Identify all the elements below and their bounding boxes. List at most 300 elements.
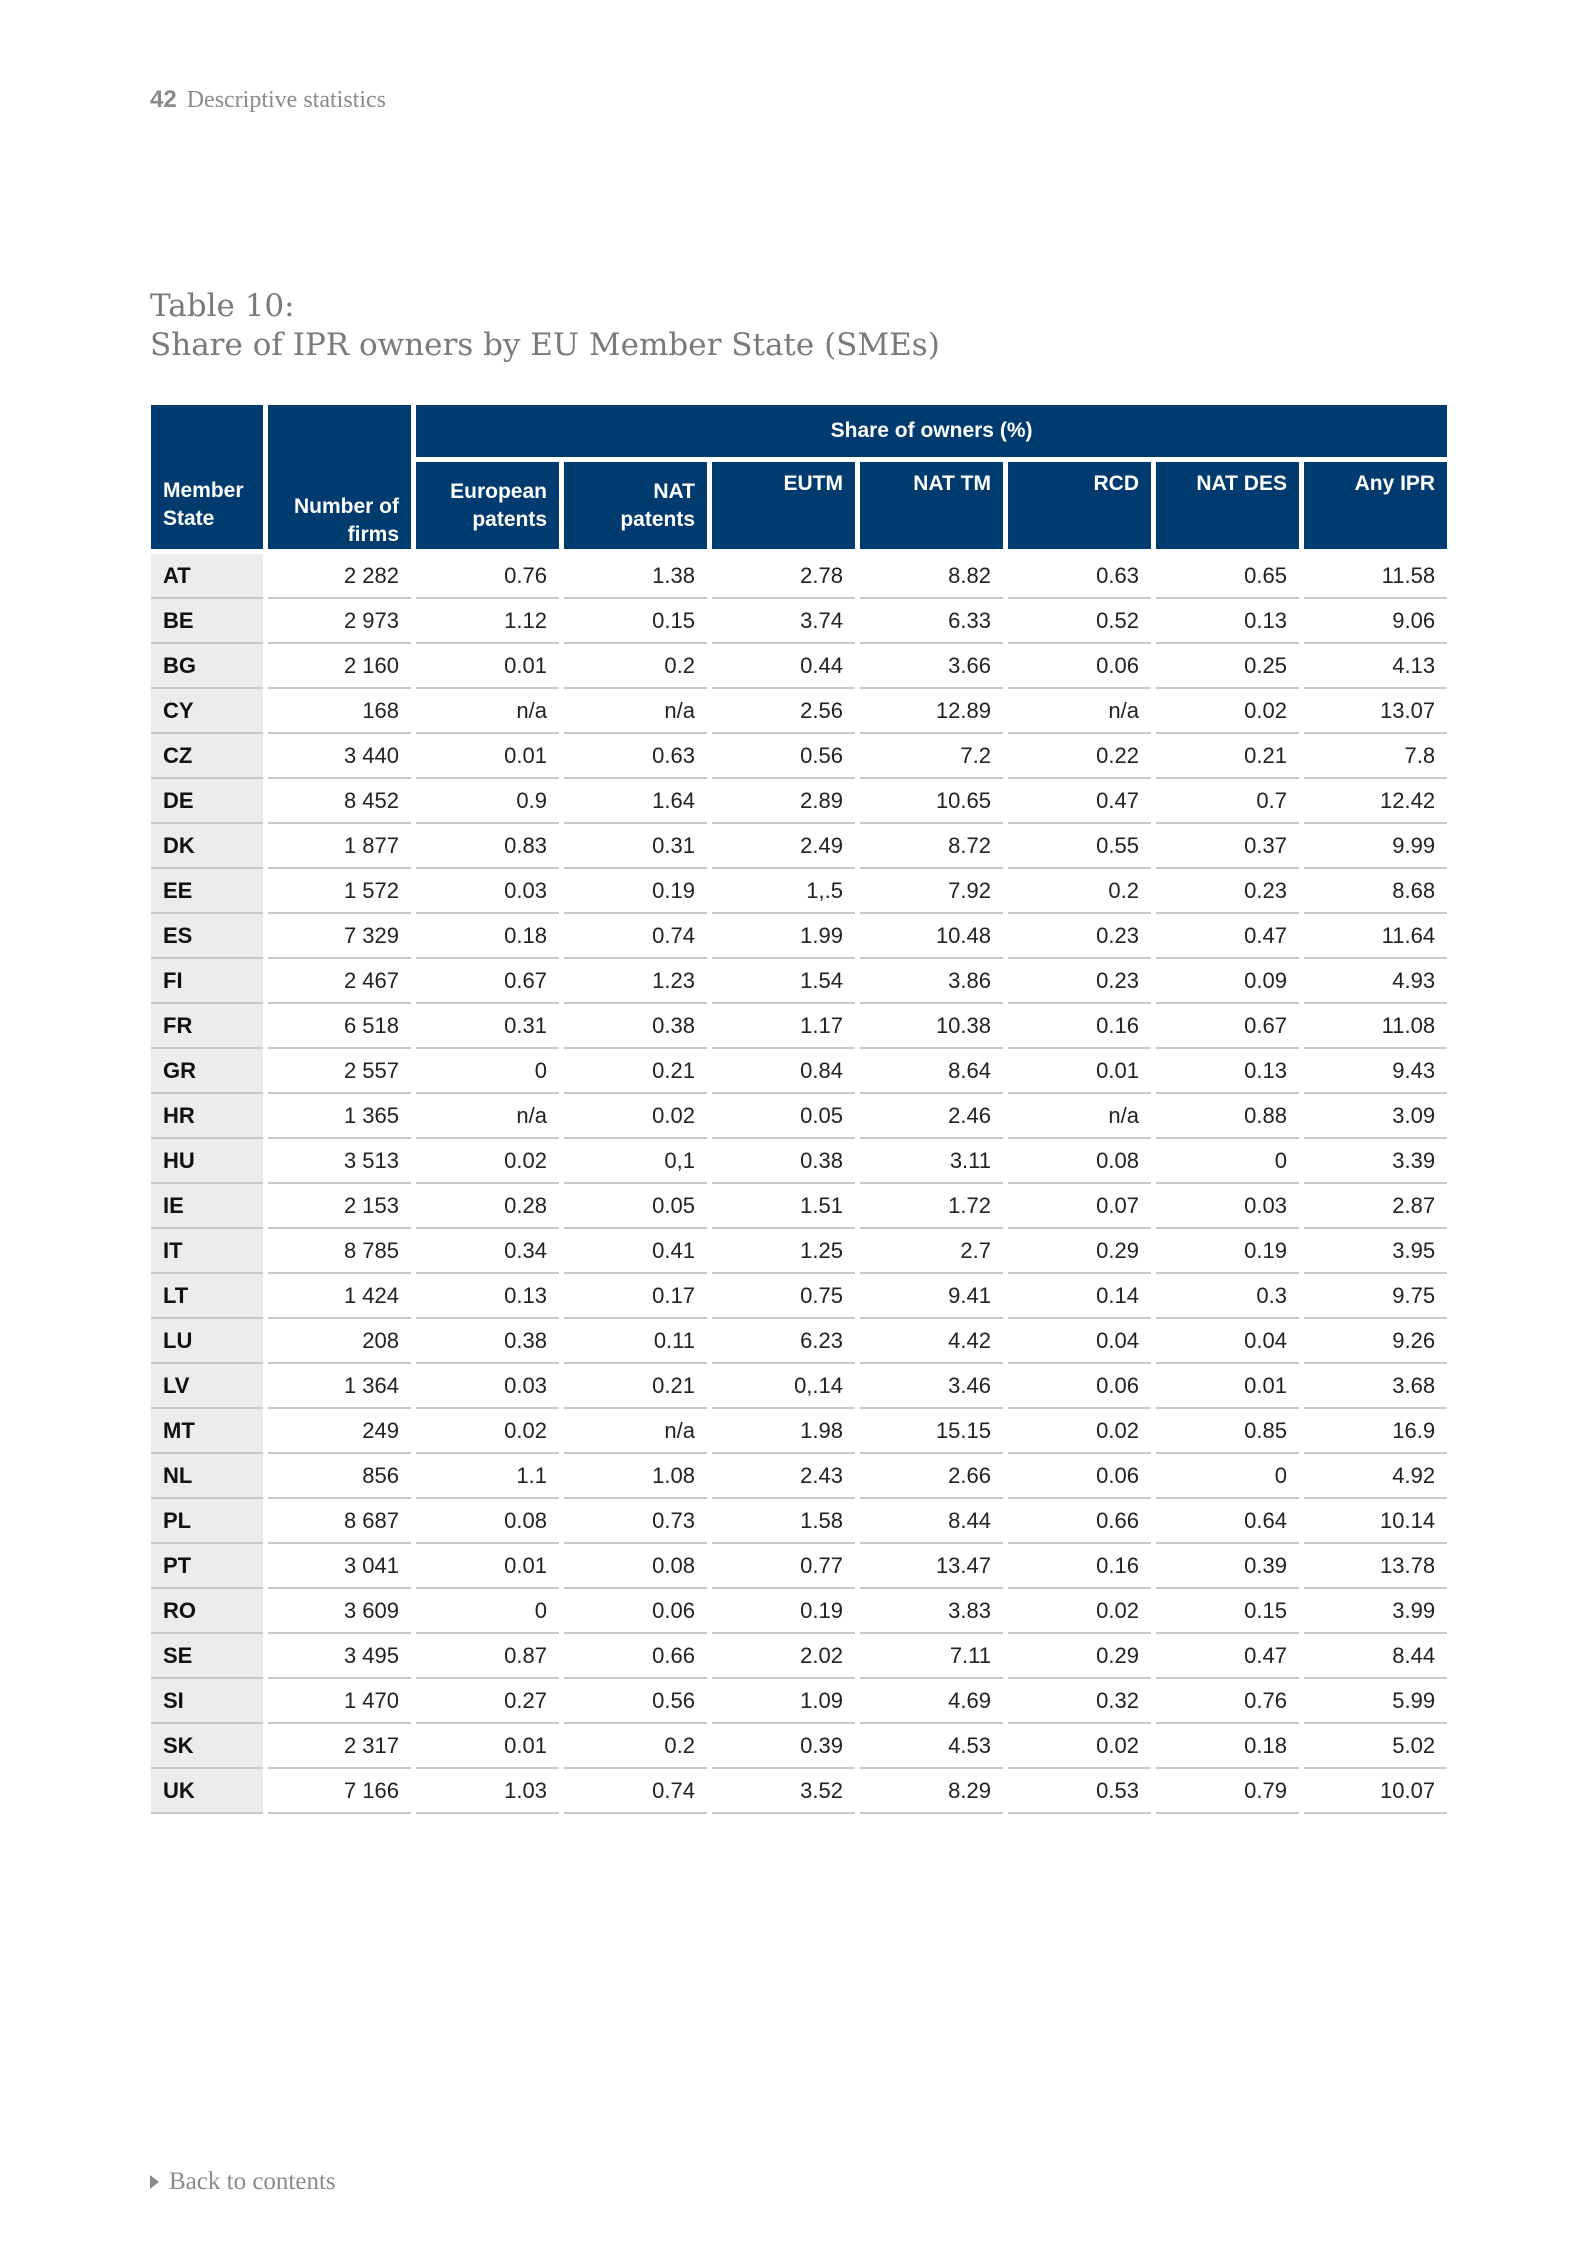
table-cell: 0.74: [564, 1769, 707, 1814]
table-cell: 0.06: [1008, 644, 1151, 689]
table-cell: 2.46: [860, 1094, 1003, 1139]
col-header-0: [416, 462, 559, 549]
table-cell: 0.01: [416, 644, 559, 689]
table-cell: 0.56: [712, 734, 855, 779]
table-cell: 0.34: [416, 1229, 559, 1274]
table-cell: 208: [268, 1319, 411, 1364]
table-cell: 0: [1156, 1139, 1299, 1184]
table-cell: 0.13: [416, 1274, 559, 1319]
member-state-cell: LT: [151, 1274, 263, 1319]
table-cell: 0.08: [1008, 1139, 1151, 1184]
table-cell: 10.07: [1304, 1769, 1447, 1814]
table-cell: 3.68: [1304, 1364, 1447, 1409]
table-cell: 1.12: [416, 599, 559, 644]
table-cell: 0.02: [1156, 689, 1299, 734]
member-state-cell: BG: [151, 644, 263, 689]
member-state-cell: GR: [151, 1049, 263, 1094]
table-cell: 0.31: [416, 1004, 559, 1049]
table-cell: 3.46: [860, 1364, 1003, 1409]
table-cell: 7.92: [860, 869, 1003, 914]
col-header-firms-l1: Number of: [294, 495, 399, 518]
member-state-cell: NL: [151, 1454, 263, 1499]
table-cell: 3 495: [268, 1634, 411, 1679]
table-cell: 0.66: [1008, 1499, 1151, 1544]
table-cell: 1.98: [712, 1409, 855, 1454]
member-state-cell: IT: [151, 1229, 263, 1274]
table-cell: 0.09: [1156, 959, 1299, 1004]
table-row: [151, 824, 1447, 869]
table-cell: 15.15: [860, 1409, 1003, 1454]
table-cell: 7.8: [1304, 734, 1447, 779]
table-cell: 0.04: [1008, 1319, 1151, 1364]
table-cell: 5.99: [1304, 1679, 1447, 1724]
table-cell: 2 282: [268, 554, 411, 599]
member-state-cell: RO: [151, 1589, 263, 1634]
col-header-4-line-0: RCD: [1093, 472, 1139, 495]
table-cell: 7 329: [268, 914, 411, 959]
table-cell: 0.03: [416, 869, 559, 914]
member-state-cell: DK: [151, 824, 263, 869]
table-cell: 0.2: [1008, 869, 1151, 914]
member-state-cell: UK: [151, 1769, 263, 1814]
table-cell: 11.64: [1304, 914, 1447, 959]
table-cell: 0.67: [416, 959, 559, 1004]
table-cell: 0.79: [1156, 1769, 1299, 1814]
table-row: [151, 1049, 1447, 1094]
table-cell: 0.56: [564, 1679, 707, 1724]
table-cell: 0.07: [1008, 1184, 1151, 1229]
table-cell: 9.06: [1304, 599, 1447, 644]
table-cell: 2.7: [860, 1229, 1003, 1274]
table-cell: n/a: [416, 689, 559, 734]
table-cell: 1.54: [712, 959, 855, 1004]
table-cell: 0.38: [564, 1004, 707, 1049]
table-row: [151, 689, 1447, 734]
table-cell: 0.19: [1156, 1229, 1299, 1274]
table-cell: 13.47: [860, 1544, 1003, 1589]
table-cell: 6 518: [268, 1004, 411, 1049]
table-row: [151, 869, 1447, 914]
table-cell: 0.87: [416, 1634, 559, 1679]
member-state-cell: LV: [151, 1364, 263, 1409]
table-row: [151, 1499, 1447, 1544]
table-cell: 2.66: [860, 1454, 1003, 1499]
table-cell: 5.02: [1304, 1724, 1447, 1769]
section-title: Descriptive statistics: [186, 87, 386, 113]
table-row: [151, 644, 1447, 689]
table-row: [151, 1634, 1447, 1679]
table-cell: 0.52: [1008, 599, 1151, 644]
member-state-cell: PL: [151, 1499, 263, 1544]
table-cell: 0.55: [1008, 824, 1151, 869]
table-cell: 0.53: [1008, 1769, 1151, 1814]
table-cell: 1.51: [712, 1184, 855, 1229]
col-header-5-line-0: NAT DES: [1196, 472, 1287, 495]
table-caption: [150, 287, 940, 365]
table-cell: 0.28: [416, 1184, 559, 1229]
member-state-cell: FI: [151, 959, 263, 1004]
table-cell: 2 317: [268, 1724, 411, 1769]
table-cell: 1.38: [564, 554, 707, 599]
table-cell: 0.01: [416, 734, 559, 779]
table-cell: 1.08: [564, 1454, 707, 1499]
table-row: [151, 914, 1447, 959]
member-state-cell: ES: [151, 914, 263, 959]
table-row: [151, 1679, 1447, 1724]
table-cell: 2 160: [268, 644, 411, 689]
table-cell: 0.11: [564, 1319, 707, 1364]
table-cell: 0.06: [1008, 1364, 1151, 1409]
col-header-member-state: [151, 405, 263, 549]
table-cell: 11.58: [1304, 554, 1447, 599]
group-header-share: Share of owners (%): [416, 405, 1447, 462]
table-cell: 4.69: [860, 1679, 1003, 1724]
table-row: [151, 1364, 1447, 1409]
table-cell: 3 440: [268, 734, 411, 779]
table-cell: 0.08: [416, 1499, 559, 1544]
table-cell: 0.29: [1008, 1229, 1151, 1274]
table-cell: 0.18: [1156, 1724, 1299, 1769]
table-cell: 0.04: [1156, 1319, 1299, 1364]
col-header-3-line-0: NAT TM: [913, 472, 991, 495]
table-row: [151, 1274, 1447, 1319]
table-cell: 0.02: [1008, 1589, 1151, 1634]
table-cell: 3.39: [1304, 1139, 1447, 1184]
table-row: [151, 1589, 1447, 1634]
table-cell: 8.72: [860, 824, 1003, 869]
table-cell: 0.01: [1156, 1364, 1299, 1409]
table-cell: 10.48: [860, 914, 1003, 959]
table-cell: 3 513: [268, 1139, 411, 1184]
member-state-cell: CZ: [151, 734, 263, 779]
table-cell: 0.01: [1008, 1049, 1151, 1094]
table-cell: 0.08: [564, 1544, 707, 1589]
table-cell: 0,.14: [712, 1364, 855, 1409]
table-cell: 8.82: [860, 554, 1003, 599]
table-cell: 1.64: [564, 779, 707, 824]
member-state-cell: CY: [151, 689, 263, 734]
table-cell: 0.37: [1156, 824, 1299, 869]
table-cell: 3.11: [860, 1139, 1003, 1184]
table-cell: 6.33: [860, 599, 1003, 644]
table-cell: 0.32: [1008, 1679, 1151, 1724]
table-cell: 0.88: [1156, 1094, 1299, 1139]
table-cell: 0.29: [1008, 1634, 1151, 1679]
table-cell: 0.2: [564, 1724, 707, 1769]
table-cell: 0.63: [1008, 554, 1151, 599]
table-cell: 0.3: [1156, 1274, 1299, 1319]
triangle-right-icon: [150, 2175, 159, 2189]
table-cell: 0: [416, 1049, 559, 1094]
member-state-cell: DE: [151, 779, 263, 824]
table-cell: n/a: [1008, 689, 1151, 734]
col-header-member-state-l2: State: [163, 507, 215, 530]
table-cell: n/a: [564, 1409, 707, 1454]
table-cell: 3 041: [268, 1544, 411, 1589]
table-row: [151, 779, 1447, 824]
table-row: [151, 1544, 1447, 1589]
table-cell: 2.78: [712, 554, 855, 599]
col-header-6: [1304, 462, 1447, 549]
table-cell: 9.43: [1304, 1049, 1447, 1094]
table-cell: 7.11: [860, 1634, 1003, 1679]
back-to-contents-link[interactable]: [150, 2168, 336, 2196]
table-cell: 8.44: [1304, 1634, 1447, 1679]
table-cell: 12.89: [860, 689, 1003, 734]
table-cell: 0.18: [416, 914, 559, 959]
table-row: [151, 1724, 1447, 1769]
table-cell: 2.87: [1304, 1184, 1447, 1229]
table-cell: 0.9: [416, 779, 559, 824]
table-cell: 0.2: [564, 644, 707, 689]
table-cell: 0.39: [1156, 1544, 1299, 1589]
table-cell: 8.44: [860, 1499, 1003, 1544]
table-cell: 0.77: [712, 1544, 855, 1589]
col-header-firms-l2: firms: [347, 523, 399, 546]
table-cell: 2.89: [712, 779, 855, 824]
col-header-firms: [268, 405, 411, 549]
table-cell: 6.23: [712, 1319, 855, 1364]
table-cell: 2 973: [268, 599, 411, 644]
table-row: [151, 599, 1447, 644]
table-cell: 3.74: [712, 599, 855, 644]
table-cell: 9.26: [1304, 1319, 1447, 1364]
table-row: [151, 734, 1447, 779]
table-row: [151, 1454, 1447, 1499]
member-state-cell: PT: [151, 1544, 263, 1589]
table-cell: 0.06: [1008, 1454, 1151, 1499]
table-cell: 2.43: [712, 1454, 855, 1499]
table-cell: 0.31: [564, 824, 707, 869]
table-row: [151, 1094, 1447, 1139]
table-cell: 4.53: [860, 1724, 1003, 1769]
table-cell: 1.1: [416, 1454, 559, 1499]
table-cell: 0.84: [712, 1049, 855, 1094]
ipr-table: [146, 405, 1452, 1814]
table-cell: 0: [416, 1589, 559, 1634]
table-title: Share of IPR owners by EU Member State (SMEs): [150, 327, 940, 363]
table-cell: n/a: [416, 1094, 559, 1139]
table-cell: 1 424: [268, 1274, 411, 1319]
table-row: [151, 1319, 1447, 1364]
table-cell: 1 365: [268, 1094, 411, 1139]
table-cell: 0.13: [1156, 599, 1299, 644]
table-cell: 0.27: [416, 1679, 559, 1724]
page-header: [150, 86, 386, 114]
table-cell: 0.85: [1156, 1409, 1299, 1454]
page-number: 42: [150, 86, 177, 113]
table-cell: 1 572: [268, 869, 411, 914]
col-header-6-line-0: Any IPR: [1354, 472, 1436, 495]
member-state-cell: HR: [151, 1094, 263, 1139]
table-row: [151, 554, 1447, 599]
col-header-2: [712, 462, 855, 549]
table-cell: 0.7: [1156, 779, 1299, 824]
table-cell: 0.65: [1156, 554, 1299, 599]
table-cell: 1 364: [268, 1364, 411, 1409]
member-state-cell: FR: [151, 1004, 263, 1049]
table-cell: 13.78: [1304, 1544, 1447, 1589]
table-cell: 2.56: [712, 689, 855, 734]
table-cell: 0.16: [1008, 1004, 1151, 1049]
table-cell: 3 609: [268, 1589, 411, 1634]
table-cell: 0.01: [416, 1544, 559, 1589]
table-cell: 0.39: [712, 1724, 855, 1769]
col-header-0-line-1: patents: [472, 507, 547, 531]
table-cell: 0.23: [1008, 914, 1151, 959]
table-cell: 0.15: [1156, 1589, 1299, 1634]
table-cell: 8 452: [268, 779, 411, 824]
table-cell: 12.42: [1304, 779, 1447, 824]
table-cell: 10.38: [860, 1004, 1003, 1049]
table-cell: 11.08: [1304, 1004, 1447, 1049]
table-cell: 0.74: [564, 914, 707, 959]
table-cell: 0.47: [1156, 1634, 1299, 1679]
table-cell: 8 687: [268, 1499, 411, 1544]
table-row: [151, 1409, 1447, 1454]
table-cell: 0.67: [1156, 1004, 1299, 1049]
table-cell: 7 166: [268, 1769, 411, 1814]
table-row: [151, 1769, 1447, 1814]
member-state-cell: MT: [151, 1409, 263, 1454]
table-cell: 0.02: [564, 1094, 707, 1139]
table-cell: 0.23: [1008, 959, 1151, 1004]
table-cell: 2 467: [268, 959, 411, 1004]
member-state-cell: LU: [151, 1319, 263, 1364]
table-row: [151, 1184, 1447, 1229]
table-cell: 3.83: [860, 1589, 1003, 1634]
table-cell: 8.64: [860, 1049, 1003, 1094]
table-cell: 1.17: [712, 1004, 855, 1049]
table-cell: 1.03: [416, 1769, 559, 1814]
table-cell: 0: [1156, 1454, 1299, 1499]
table-cell: 1.23: [564, 959, 707, 1004]
table-cell: 0.44: [712, 644, 855, 689]
table-cell: 0.76: [416, 554, 559, 599]
table-cell: 16.9: [1304, 1409, 1447, 1454]
table-cell: 3.86: [860, 959, 1003, 1004]
table-row: [151, 1004, 1447, 1049]
table-cell: 0,1: [564, 1139, 707, 1184]
table-cell: 13.07: [1304, 689, 1447, 734]
table-cell: 0.22: [1008, 734, 1151, 779]
table-cell: 0.06: [564, 1589, 707, 1634]
table-cell: 9.75: [1304, 1274, 1447, 1319]
table-cell: 0.19: [564, 869, 707, 914]
table-cell: 0.02: [416, 1409, 559, 1454]
table-cell: 0.83: [416, 824, 559, 869]
table-cell: 249: [268, 1409, 411, 1454]
table-cell: 9.99: [1304, 824, 1447, 869]
table-cell: 0.03: [416, 1364, 559, 1409]
table-cell: 0.64: [1156, 1499, 1299, 1544]
col-header-member-state-l1: Member: [163, 479, 244, 502]
col-header-4: [1008, 462, 1151, 549]
table-cell: 0.47: [1008, 779, 1151, 824]
table-row: [151, 1139, 1447, 1184]
table-cell: 1,.5: [712, 869, 855, 914]
member-state-cell: SE: [151, 1634, 263, 1679]
table-cell: 0.17: [564, 1274, 707, 1319]
member-state-cell: AT: [151, 554, 263, 599]
member-state-cell: IE: [151, 1184, 263, 1229]
table-cell: 0.19: [712, 1589, 855, 1634]
table-cell: 1.25: [712, 1229, 855, 1274]
table-cell: 0.21: [564, 1364, 707, 1409]
table-cell: 0.02: [1008, 1724, 1151, 1769]
table-cell: n/a: [1008, 1094, 1151, 1139]
member-state-cell: SI: [151, 1679, 263, 1724]
table-cell: 3.95: [1304, 1229, 1447, 1274]
table-cell: 0.13: [1156, 1049, 1299, 1094]
table-cell: 0.15: [564, 599, 707, 644]
table-cell: 1 877: [268, 824, 411, 869]
table-cell: 0.38: [416, 1319, 559, 1364]
table-cell: 0.63: [564, 734, 707, 779]
table-cell: 3.52: [712, 1769, 855, 1814]
table-cell: 2 557: [268, 1049, 411, 1094]
table-cell: 0.21: [1156, 734, 1299, 779]
table-cell: 0.23: [1156, 869, 1299, 914]
table-cell: 0.38: [712, 1139, 855, 1184]
table-cell: 2.49: [712, 824, 855, 869]
table-cell: 0.47: [1156, 914, 1299, 959]
table-cell: 7.2: [860, 734, 1003, 779]
table-cell: 3.66: [860, 644, 1003, 689]
table-cell: 3.09: [1304, 1094, 1447, 1139]
table-cell: 0.41: [564, 1229, 707, 1274]
table-cell: 0.05: [564, 1184, 707, 1229]
table-cell: 0.76: [1156, 1679, 1299, 1724]
col-header-3: [860, 462, 1003, 549]
table-cell: 0.02: [1008, 1409, 1151, 1454]
table-cell: 8.29: [860, 1769, 1003, 1814]
table-cell: 0.02: [416, 1139, 559, 1184]
col-header-5: [1156, 462, 1299, 549]
table-cell: 4.93: [1304, 959, 1447, 1004]
col-header-1: [564, 462, 707, 549]
table-row: [151, 959, 1447, 1004]
table-cell: 0.14: [1008, 1274, 1151, 1319]
table-cell: n/a: [564, 689, 707, 734]
table-cell: 0.01: [416, 1724, 559, 1769]
table-cell: 10.14: [1304, 1499, 1447, 1544]
col-header-2-line-0: EUTM: [783, 472, 843, 495]
member-state-cell: HU: [151, 1139, 263, 1184]
table-cell: 0.03: [1156, 1184, 1299, 1229]
table-cell: 0.25: [1156, 644, 1299, 689]
table-cell: 8 785: [268, 1229, 411, 1274]
table-cell: 0.21: [564, 1049, 707, 1094]
table-cell: 10.65: [860, 779, 1003, 824]
table-cell: 856: [268, 1454, 411, 1499]
table-cell: 1.58: [712, 1499, 855, 1544]
table-cell: 4.92: [1304, 1454, 1447, 1499]
table-cell: 0.05: [712, 1094, 855, 1139]
table-cell: 8.68: [1304, 869, 1447, 914]
table-row: [151, 1229, 1447, 1274]
table-cell: 1.72: [860, 1184, 1003, 1229]
table-cell: 0.66: [564, 1634, 707, 1679]
member-state-cell: SK: [151, 1724, 263, 1769]
table-cell: 3.99: [1304, 1589, 1447, 1634]
table-cell: 1 470: [268, 1679, 411, 1724]
table-cell: 2 153: [268, 1184, 411, 1229]
col-header-1-line-1: patents: [620, 507, 695, 531]
table-cell: 4.42: [860, 1319, 1003, 1364]
table-number: Table 10:: [150, 288, 295, 324]
table-cell: 0.75: [712, 1274, 855, 1319]
